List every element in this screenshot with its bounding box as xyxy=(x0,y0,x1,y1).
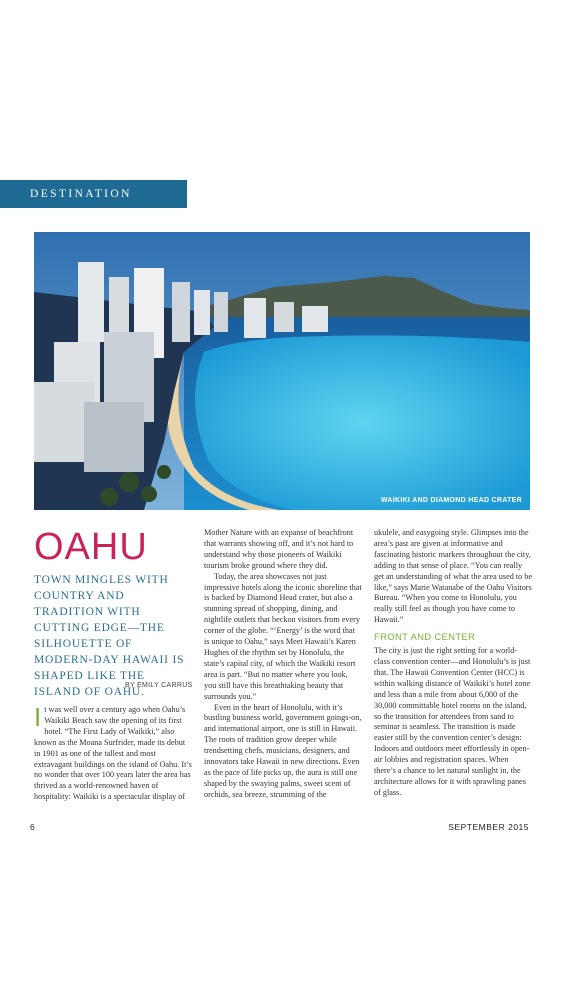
byline: BY EMILY CARRUS xyxy=(125,682,193,689)
section-subhead: FRONT AND CENTER xyxy=(374,632,476,644)
col1-paragraph-1: t was well over a century ago when Oahu’s Waikiki Beach saw the opening of its first hotel. “The First Lady of Waikiki,” also known as the Moana Surfrider, made its debut in 1901 as one of the tallest and most extravagant buildings on the island of Oahu. It’s no wonder that over 100 years later the area has thrived as a world-renowned haven of hospitality: Waikiki is a spectacular display of xyxy=(34,705,192,802)
drop-cap: I xyxy=(34,702,42,732)
page-number: 6 xyxy=(30,822,35,832)
col3-paragraph-1: ukulele, and easygoing style. Glimpses into the area’s past are given at informative and fascinating historic markers throughout the city, adding to that sense of place. “You can really get an understanding of what the area used to be like,” says Marie Watanabe of the Oahu Visitors Bureau. “When you come to Honolulu, you really still feel as though you have come to Hawaii.” xyxy=(374,528,533,625)
col2-paragraph-1: Mother Nature with an expanse of beachfront that warrants showing off, and it’s not hard to understand why those pioneers of Waikiki tourism broke ground where they did. xyxy=(204,528,354,570)
issue-date: SEPTEMBER 2015 xyxy=(448,822,529,832)
col2-paragraph-3: Even in the heart of Honolulu, with it’s bustling business world, government goings-on, and international airport, one is still in Hawaii. The roots of tradition grow deeper while trendsetting chefs, musicians, designers, and innovators take Hawaii in new directions. Even as the pace of life picks up, the aura is still one shaped by the swaying palms, sweet scent of orchids, sea breeze, strumming of the xyxy=(204,702,362,799)
body-column-1 xyxy=(34,702,192,803)
col2-paragraph-2: Today, the area showcases not just impressive hotels along the iconic shoreline that is backed by Diamond Head crater, but also a stunning spread of shopping, dining, and nightlife outlets that beckon visitors from every corner of the globe. “‘Energy’ is the word that is unique to Oahu,” says Meet Hawaii’s Karen Hughes of the rhythm set by Honolulu, the state’s capital city, of which the Waikiki resort area is part. “But no matter where you look, you still have this breathtaking beauty that surrounds you.” xyxy=(204,571,362,701)
waikiki-photo xyxy=(34,232,530,510)
body-column-2 xyxy=(204,528,362,801)
photo-caption: WAIKIKI AND DIAMOND HEAD CRATER xyxy=(380,497,522,504)
article-deck: TOWN MINGLES WITH COUNTRY AND TRADITION WITH CUTTING EDGE—THE SILHOUETTE OF MODERN-DAY HAWAII IS SHAPED LIKE THE ISLAND OF OAHU. xyxy=(34,574,185,698)
section-label: DESTINATION HAWAI‘I xyxy=(0,180,187,208)
col3-paragraph-2: The city is just the right setting for a world-class convention center—and Honolulu’s is just that. The Hawaii Convention Center (HCC) is within walking distance of Waikiki’s hotel zone and less than a mile from about 6,000 of the 30,000 committable hotel rooms on the island, so the transition for attendees from sand to seminar is seamless. The transition is made easier still by the convention center’s design: Indoors and outdoors meet effortlessly in open-air lobbies and registration spaces. When there’s a chance to let natural sunlight in, the architecture allows for it with sprawling panes of glass. xyxy=(374,646,531,797)
article-title: OAHU xyxy=(34,526,148,568)
body-column-3 xyxy=(374,528,532,799)
waikiki-photo-illustration xyxy=(34,232,530,510)
lagoon xyxy=(195,335,530,510)
